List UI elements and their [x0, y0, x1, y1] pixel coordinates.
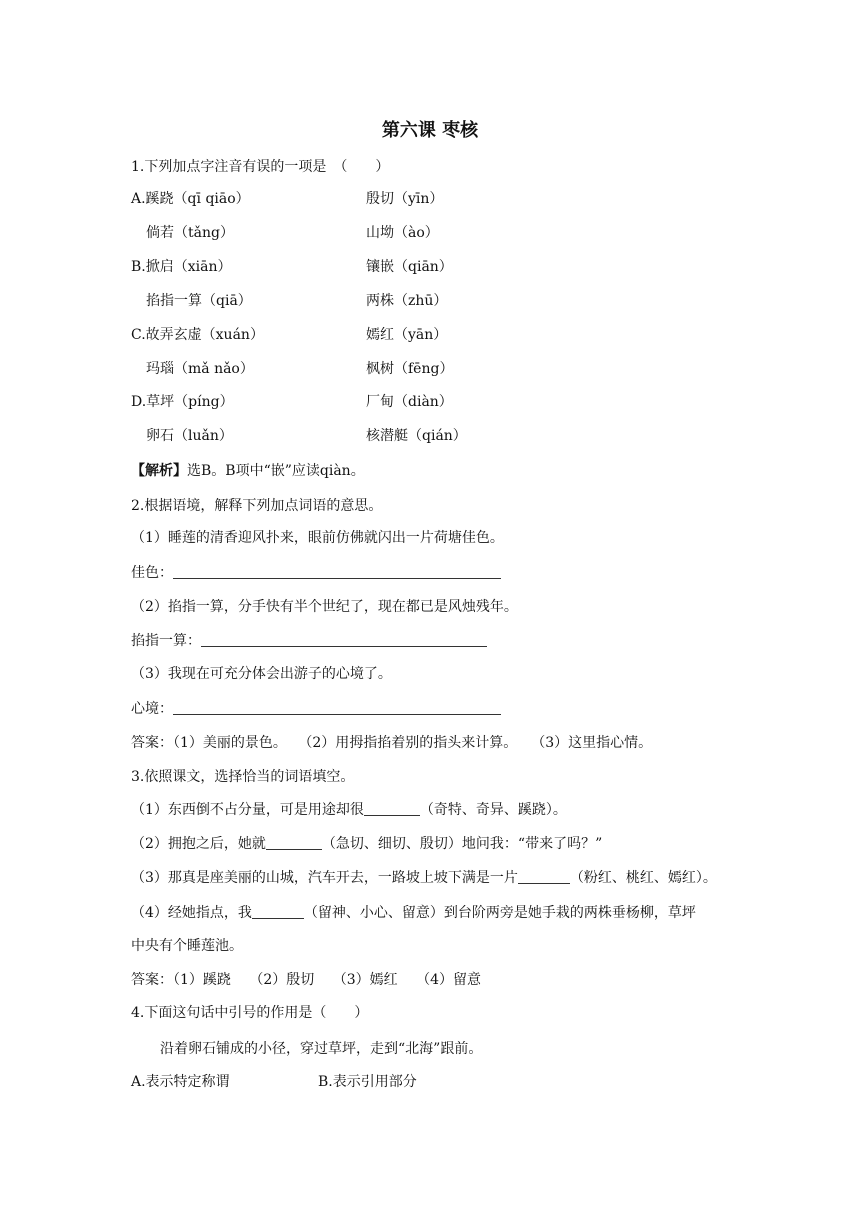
q1-option-d-right: 厂甸（diàn）: [366, 394, 453, 410]
q2-stem: 2.根据语境，解释下列加点词语的意思。: [131, 498, 383, 514]
analysis-label: 【解析】: [131, 463, 187, 479]
q1-option-b-left: B.掀启（xiān）: [131, 259, 232, 275]
q3-blank-4[interactable]: [252, 904, 304, 919]
page-title: 第六课 枣核: [381, 120, 479, 141]
q2-answer-label-2: 掐指一算：: [131, 633, 201, 649]
q1-option-a-left-2: 倘若（tǎng）: [146, 225, 234, 241]
q1-option-a-right: 殷切（yīn）: [366, 191, 444, 207]
q2-answer-blank-3[interactable]: [173, 700, 501, 715]
q3-s3-text: （3）那真是座美丽的山城，汽车开去，一路坡上坡下满是一片: [131, 870, 518, 886]
q4-sentence: 沿着卵石铺成的小径，穿过草坪，走到“北海”跟前。: [160, 1041, 483, 1057]
q2-answer-line-3: [131, 699, 501, 719]
q2-answer-blank-1[interactable]: [173, 564, 501, 579]
q3-s3-options: （粉红、桃红、嫣红）。: [569, 870, 717, 886]
q1-option-c-left: C.故弄玄虚（xuán）: [131, 327, 264, 343]
q4-stem: 4.下面这句话中引号的作用是（ ）: [131, 1005, 369, 1021]
q2-answer-blank-2[interactable]: [201, 632, 487, 647]
q1-option-c-right-2: 枫树（fēng）: [366, 361, 454, 377]
q3-sentence-4-cont: 中央有个睡莲池。: [131, 938, 243, 954]
analysis-text: 选B。B项中“嵌”应读qiàn。: [187, 463, 365, 479]
q1-option-a-left: A.蹊跷（qī qiāo）: [131, 191, 250, 207]
q3-sentence-3: [131, 868, 717, 888]
q3-sentence-2: [131, 834, 602, 854]
q3-s1-options: （奇特、奇异、蹊跷）。: [419, 802, 567, 818]
q1-option-c-left-2: 玛瑙（mǎ nǎo）: [146, 361, 254, 377]
q2-answer-line-1: [131, 563, 501, 583]
q1-analysis: [131, 461, 365, 481]
q2-answer-label-3: 心境：: [131, 701, 173, 717]
q3-sentence-1: [131, 800, 567, 820]
q4-option-a: A.表示特定称谓: [131, 1074, 230, 1090]
q3-blank-2[interactable]: [266, 835, 322, 850]
q3-s1-text: （1）东西倒不占分量，可是用途却很: [131, 802, 364, 818]
q2-answer: 答案：（1）美丽的景色。 （2）用拇指掐着别的指头来计算。 （3）这里指心情。: [131, 735, 653, 751]
q4-option-b: B.表示引用部分: [318, 1074, 417, 1090]
q1-stem: 1.下列加点字注音有误的一项是 （ ）: [131, 159, 390, 175]
q3-answer: 答案：（1）蹊跷 （2）殷切 （3）嫣红 （4）留意: [131, 972, 481, 988]
q2-answer-label-1: 佳色：: [131, 565, 173, 581]
q3-s4-text: （4）经她指点，我: [131, 905, 252, 921]
q1-option-d-left: D.草坪（píng）: [131, 394, 234, 410]
q3-blank-1[interactable]: [364, 801, 420, 816]
q2-answer-line-2: [131, 631, 487, 651]
q3-stem: 3.依照课文，选择恰当的词语填空。: [131, 769, 355, 785]
q1-option-b-right: 镶嵌（qiān）: [366, 259, 453, 275]
q1-option-a-right-2: 山坳（ào）: [366, 225, 439, 241]
q3-s2-options: （急切、细切、殷切）地问我：“带来了吗？”: [321, 836, 603, 852]
q1-option-b-right-2: 两株（zhū）: [366, 293, 448, 309]
q3-s2-text: （2）拥抱之后，她就: [131, 836, 266, 852]
q3-sentence-4: [131, 903, 696, 923]
q1-option-d-right-2: 核潜艇（qián）: [366, 428, 467, 444]
q2-sentence-1: （1）睡莲的清香迎风扑来，眼前仿佛就闪出一片荷塘佳色。: [131, 530, 504, 546]
q1-option-d-left-2: 卵石（luǎn）: [146, 428, 233, 444]
q1-option-c-right: 嫣红（yān）: [366, 327, 448, 343]
q3-s4-options: （留神、小心、留意）到台阶两旁是她手栽的两株垂杨柳，草坪: [303, 905, 696, 921]
q2-sentence-3: （3）我现在可充分体会出游子的心境了。: [131, 666, 392, 682]
q1-option-b-left-2: 掐指一算（qiā）: [146, 293, 252, 309]
q2-sentence-2: （2）掐指一算，分手快有半个世纪了，现在都已是风烛残年。: [131, 599, 518, 615]
q3-blank-3[interactable]: [518, 869, 570, 884]
